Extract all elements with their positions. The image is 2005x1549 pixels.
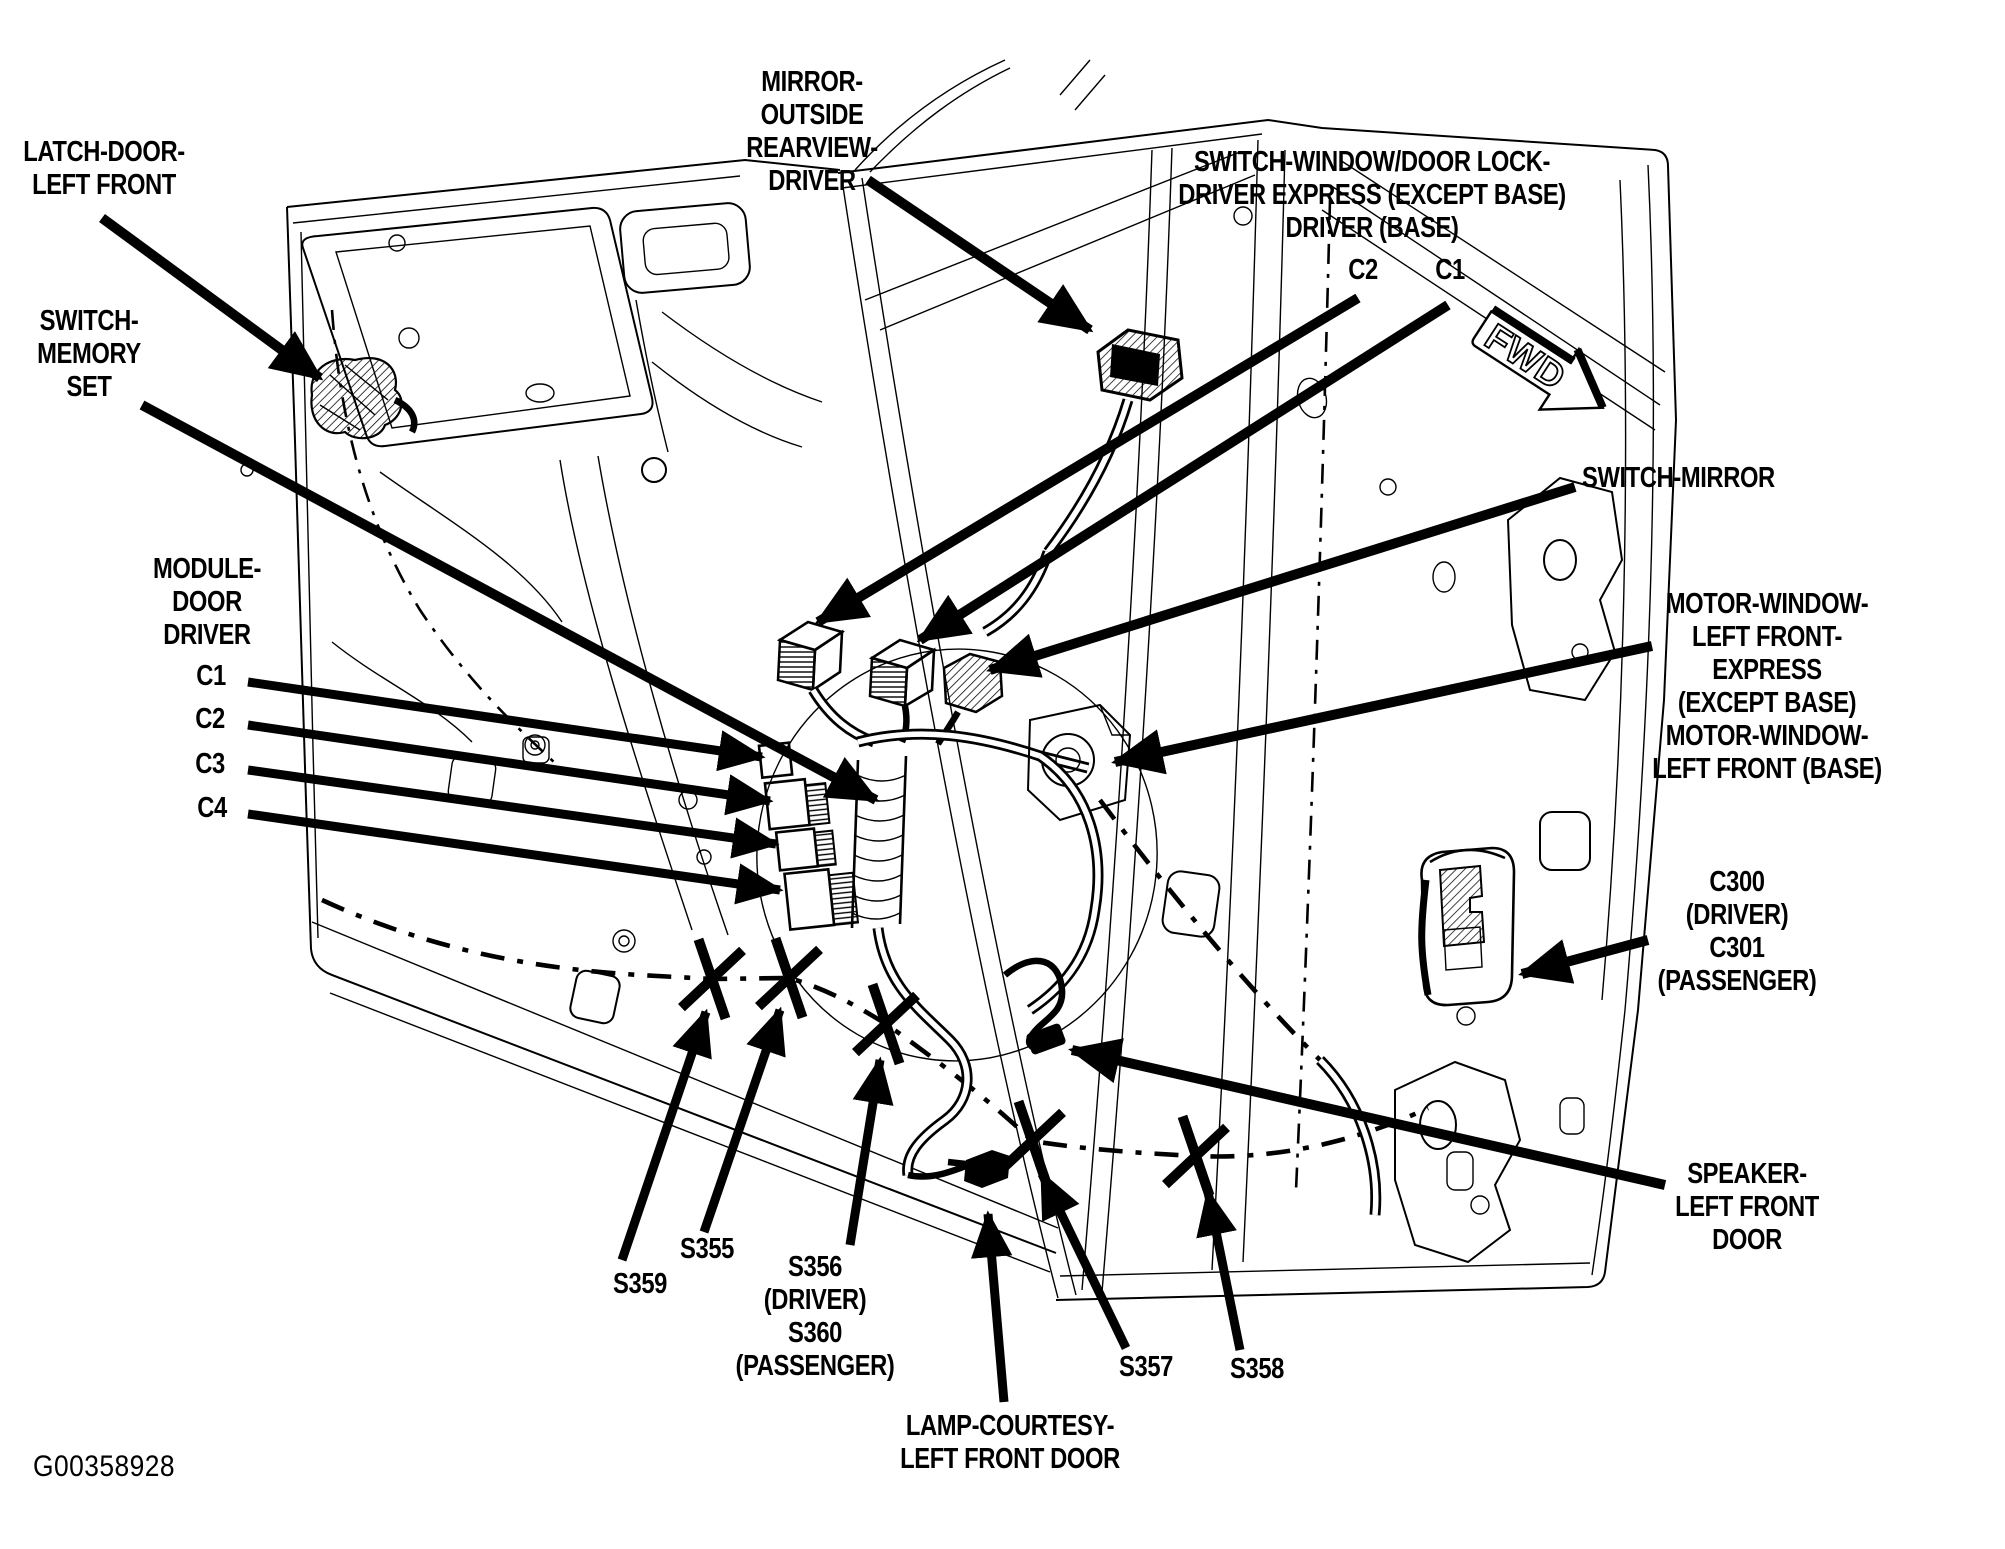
label-module-door-driver: MODULE- DOOR DRIVER — [152, 553, 262, 651]
label-c300-c301: C300 (DRIVER) C301 (PASSENGER) — [1657, 866, 1817, 997]
arrow-s355 — [704, 1010, 780, 1232]
door-latch — [311, 358, 414, 438]
arrow-c1-top — [920, 305, 1448, 640]
arrow-module-c2 — [248, 725, 770, 801]
splice-x-s359 — [685, 944, 739, 1014]
label-motor-window: MOTOR-WINDOW- LEFT FRONT- EXPRESS (EXCEPT BASE) MOTOR-WINDOW- LEFT FRONT (BASE) — [1652, 588, 1882, 785]
arrow-c2-top — [818, 298, 1358, 622]
label-s355: S355 — [680, 1233, 734, 1265]
label-switch-window-door-lock: SWITCH-WINDOW/DOOR LOCK- DRIVER EXPRESS (EXCEPT BASE) DRIVER (BASE) — [1178, 146, 1566, 244]
label-module-c1: C1 — [196, 660, 226, 692]
fwd-label: FWD — [1477, 316, 1574, 398]
arrow-s358 — [1208, 1192, 1240, 1350]
label-module-c4: C4 — [197, 792, 227, 824]
label-s357: S357 — [1119, 1351, 1173, 1383]
label-latch-door-left-front: LATCH-DOOR- LEFT FRONT — [23, 136, 185, 201]
label-mirror-outside-rearview: MIRROR- OUTSIDE REARVIEW- DRIVER — [746, 66, 878, 197]
label-c2-top: C2 — [1348, 254, 1378, 286]
arrow-s359 — [622, 1012, 706, 1260]
arrow-s357 — [1042, 1174, 1126, 1348]
label-s359: S359 — [613, 1268, 667, 1300]
label-c1-top: C1 — [1435, 254, 1465, 286]
arrow-module-c3 — [248, 770, 776, 844]
window-switch-connector-c1 — [870, 640, 934, 742]
label-speaker-left-front-door: SPEAKER- LEFT FRONT DOOR — [1675, 1158, 1819, 1256]
label-switch-memory-set: SWITCH- MEMORY SET — [37, 305, 141, 403]
arrow-motor-window — [1115, 646, 1652, 762]
c300-connector — [1421, 848, 1514, 1005]
label-s356-s360: S356 (DRIVER) S360 (PASSENGER) — [735, 1251, 895, 1382]
label-module-c3: C3 — [195, 748, 225, 780]
wiring-harness-art — [311, 330, 1514, 1215]
window-switch-connector-c2 — [778, 622, 874, 742]
label-s358: S358 — [1230, 1353, 1284, 1385]
arrow-lamp — [988, 1214, 1004, 1402]
corrugated-tube — [852, 756, 906, 928]
arrow-mirror — [868, 180, 1090, 330]
fwd-direction-arrow-icon — [1461, 298, 1623, 438]
label-lamp-courtesy: LAMP-COURTESY- LEFT FRONT DOOR — [900, 1410, 1120, 1475]
splice-x-s357 — [1005, 1106, 1059, 1176]
figure-id: G00358928 — [33, 1450, 175, 1483]
label-switch-mirror: SWITCH-MIRROR — [1582, 462, 1775, 494]
label-module-c2: C2 — [195, 703, 225, 735]
